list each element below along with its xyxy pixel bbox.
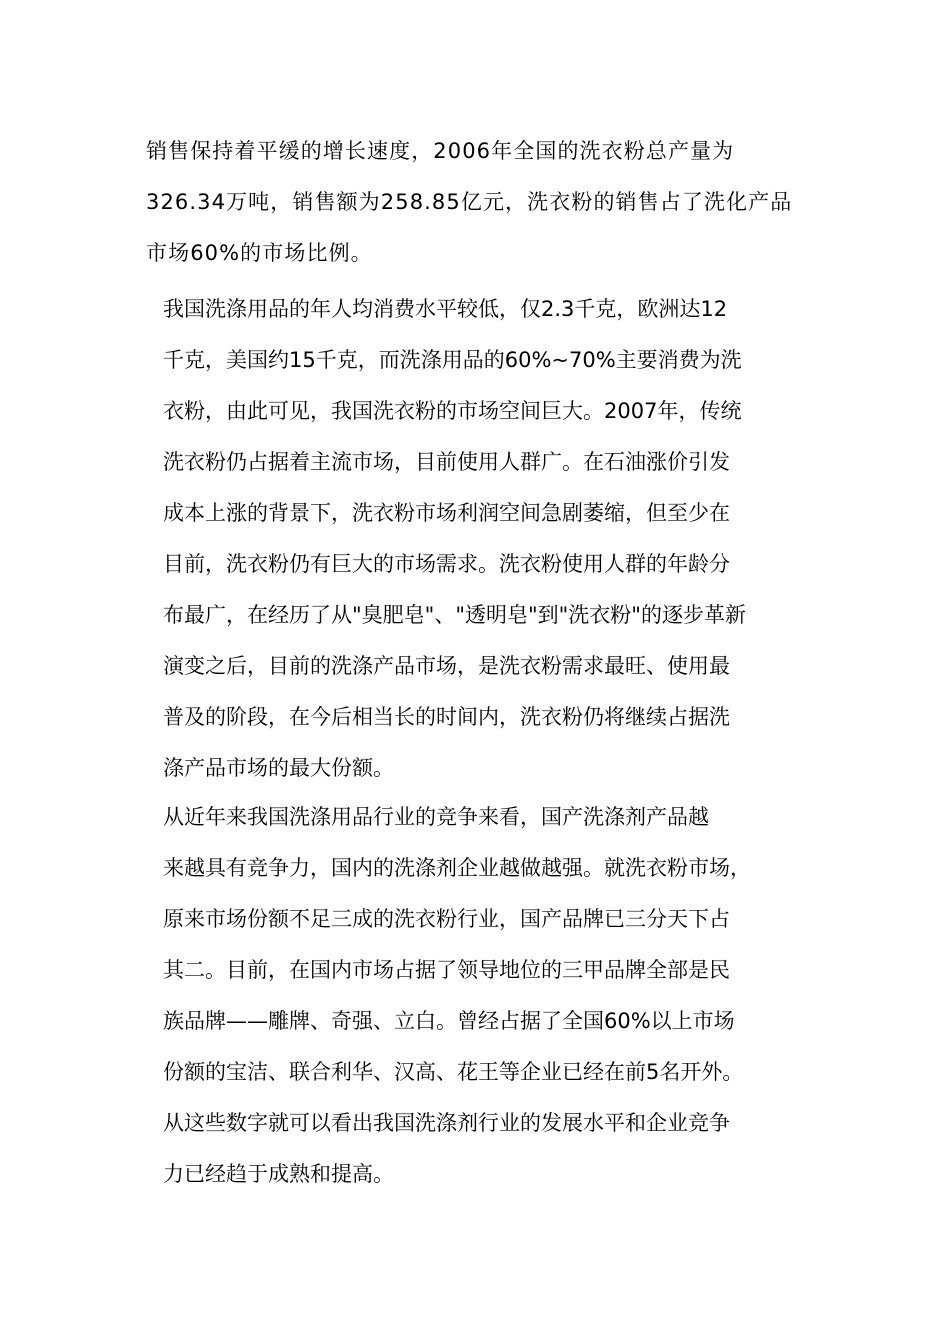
text-line: 涤产品市场的最大份额。 [163,756,394,780]
text-line: 洗衣粉仍占据着主流市场，目前使用人群广。在石油涨价引发 [163,450,730,474]
text-line: 市场60%的市场比例。 [146,241,373,265]
text-line: 成本上涨的背景下，洗衣粉市场利润空间急剧萎缩，但至少在 [163,501,730,525]
text-line: 326.34万吨，销售额为258.85亿元，洗衣粉的销售占了洗化产品 [146,190,793,214]
text-line: 从近年来我国洗涤用品行业的竞争来看，国产洗涤剂产品越 [163,805,709,829]
text-line: 从这些数字就可以看出我国洗涤剂行业的发展水平和企业竞争 [163,1111,730,1135]
text-line: 族品牌——雕牌、奇强、立白。曾经占据了全国60%以上市场 [163,1009,735,1033]
paragraph-industry-competition [163,792,751,1200]
text-line: 演变之后，目前的洗涤产品市场，是洗衣粉需求最旺、使用最 [163,654,730,678]
text-line: 力已经趋于成熟和提高。 [163,1162,394,1186]
text-line: 衣粉，由此可见，我国洗衣粉的市场空间巨大。2007年，传统 [163,399,742,423]
text-line: 原来市场份额不足三成的洗衣粉行业，国产品牌已三分天下占 [163,907,730,931]
text-line: 我国洗涤用品的年人均消费水平较低，仅2.3千克，欧洲达12 [163,297,728,321]
paragraph-per-capita-consumption [163,284,746,794]
text-line: 目前，洗衣粉仍有巨大的市场需求。洗衣粉使用人群的年龄分 [163,552,730,576]
text-line: 普及的阶段，在今后相当长的时间内，洗衣粉仍将继续占据洗 [163,705,730,729]
text-line: 千克，美国约15千克，而洗涤用品的60%~70%主要消费为洗 [163,348,742,372]
text-line: 来越具有竞争力，国内的洗涤剂企业越做越强。就洗衣粉市场， [163,856,751,880]
text-line: 销售保持着平缓的增长速度，2006年全国的洗衣粉总产量为 [146,139,735,163]
paragraph-detergent-sales [146,126,792,279]
text-line: 份额的宝洁、联合利华、汉高、花王等企业已经在前5名开外。 [163,1060,744,1084]
text-line: 布最广，在经历了从"臭肥皂"、"透明皂"到"洗衣粉"的逐步革新 [163,603,746,627]
text-line: 其二。目前，在国内市场占据了领导地位的三甲品牌全部是民 [163,958,730,982]
